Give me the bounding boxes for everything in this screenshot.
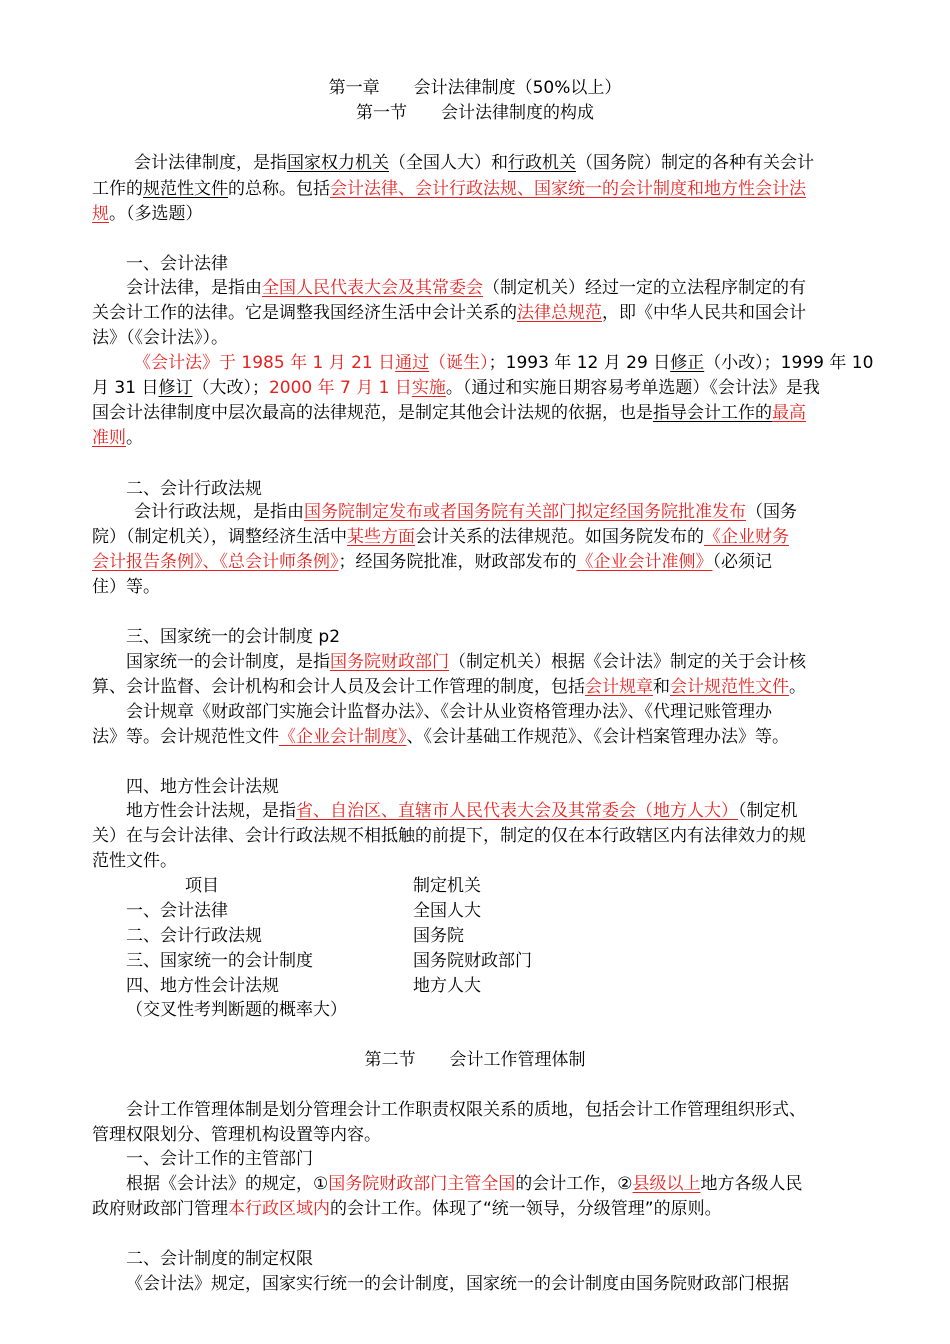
local-line-1: 地方性会计法规，是指省、自治区、直辖市人民代表大会及其常委会（地方人大）（制定机 — [126, 801, 798, 821]
admin-reg-line-1: 会计行政法规，是指由国务院制定发布或者国务院有关部门拟定经国务院批准发布（国务 — [134, 502, 797, 522]
intro-line-1: 会计法律制度，是指国家权力机关（全国人大）和行政机关（国务院）制定的各种有关会计 — [134, 153, 814, 173]
admin-reg-line-2: 院）（制定机关），调整经济生活中某些方面会计关系的法律规范。如国务院发布的《企业财务 — [92, 527, 789, 547]
unified-line-2: 算、会计监督、会计机构和会计人员及会计工作管理的制度，包括会计规章和会计规范性文件。 — [92, 677, 806, 697]
admin-reg-line-4: 住）等。 — [92, 577, 160, 597]
table-header-item: 项目 — [185, 876, 219, 896]
power-line-1: 《会计法》规定，国家实行统一的会计制度，国家统一的会计制度由国务院财政部门根据 — [126, 1274, 789, 1294]
law-line-7: 准则。 — [92, 428, 143, 448]
local-line-2: 关）在与会计法律、会计行政法规不相抵触的前提下，制定的仅在本行政辖区内有法律效力的规 — [92, 826, 806, 846]
table-note: （交叉性考判断题的概率大） — [126, 1000, 347, 1020]
table-row-2-authority: 国务院 — [413, 926, 464, 946]
unified-line-3: 会计规章《财政部门实施会计监督办法》、《会计从业资格管理办法》、《代理记账管理办 — [126, 702, 772, 722]
law-line-1: 会计法律，是指由全国人民代表大会及其常委会（制定机关）经过一定的立法程序制定的有 — [126, 278, 806, 298]
local-line-3: 范性文件。 — [92, 851, 177, 871]
unified-line-4: 法》等。会计规范性文件《企业会计制度》、《会计基础工作规范》、《会计档案管理办法》等。 — [92, 727, 789, 747]
law-line-5: 月 31 日修订（大改）；2000 年 7 月 1 日实施。（通过和实施日期容易考单选题）《会计法》是我 — [92, 378, 820, 398]
section1-title: 第一节 会计法律制度的构成 — [356, 103, 594, 123]
dept-line-2: 政府财政部门管理本行政区域内的会计工作。体现了“统一领导，分级管理”的原则。 — [92, 1199, 722, 1219]
s2-intro-line-2: 管理权限划分、管理机构设置等内容。 — [92, 1125, 381, 1145]
table-row-4-authority: 地方人大 — [413, 976, 481, 996]
admin-reg-heading: 二、会计行政法规 — [126, 479, 262, 499]
admin-reg-line-3: 会计报告条例》、《总会计师条例》；经国务院批准，财政部发布的《企业会计准侧》（必须记 — [92, 552, 772, 572]
table-row-3-authority: 国务院财政部门 — [413, 951, 532, 971]
table-row-1-item: 一、会计法律 — [126, 901, 228, 921]
table-row-3-item: 三、国家统一的会计制度 — [126, 951, 313, 971]
power-heading: 二、会计制度的制定权限 — [126, 1249, 313, 1269]
chapter-title: 第一章 会计法律制度（50%以上） — [328, 78, 622, 98]
unified-line-1: 国家统一的会计制度，是指国务院财政部门（制定机关）根据《会计法》制定的关于会计核 — [126, 652, 806, 672]
section2-title: 第二节 会计工作管理体制 — [364, 1050, 586, 1070]
law-line-6: 国会计法律制度中层次最高的法律规范，是制定其他会计法规的依据，也是指导会计工作的最高 — [92, 403, 806, 423]
local-heading: 四、地方性会计法规 — [126, 777, 279, 797]
table-row-2-item: 二、会计行政法规 — [126, 926, 262, 946]
unified-heading: 三、国家统一的会计制度 p2 — [126, 627, 341, 647]
law-heading: 一、会计法律 — [126, 254, 228, 274]
dept-heading: 一、会计工作的主管部门 — [126, 1149, 313, 1169]
intro-line-2: 工作的规范性文件的总称。包括会计法律、会计行政法规、国家统一的会计制度和地方性会计法 — [92, 179, 806, 199]
table-row-4-item: 四、地方性会计法规 — [126, 976, 279, 996]
law-line-3: 法》（《会计法》）。 — [92, 328, 228, 348]
table-header-authority: 制定机关 — [413, 876, 481, 896]
dept-line-1: 根据《会计法》的规定，①国务院财政部门主管全国的会计工作，②县级以上地方各级人民 — [126, 1174, 803, 1194]
law-line-2: 关会计工作的法律。它是调整我国经济生活中会计关系的法律总规范，即《中华人民共和国会计 — [92, 303, 806, 323]
intro-line-3: 规。（多选题） — [92, 204, 203, 224]
table-row-1-authority: 全国人大 — [413, 901, 481, 921]
law-line-4: 《会计法》于 1985 年 1 月 21 日通过（诞生）；1993 年 12 月 29 日修正（小改）；1999 年 10 — [134, 353, 874, 373]
s2-intro-line-1: 会计工作管理体制是划分管理会计工作职责权限关系的质地，包括会计工作管理组织形式、 — [126, 1100, 806, 1120]
